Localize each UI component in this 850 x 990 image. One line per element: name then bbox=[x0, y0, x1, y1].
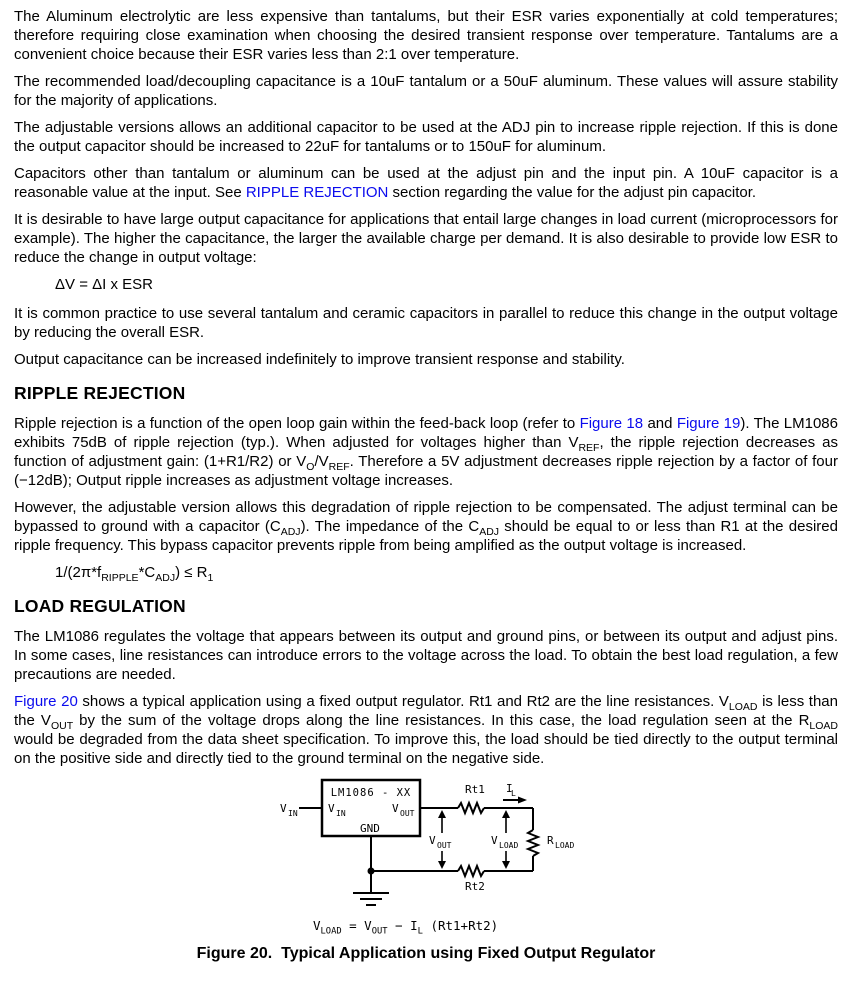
text-run: ΔV = ΔI x ESR bbox=[55, 276, 153, 293]
cross-reference-link[interactable]: Figure 20 bbox=[14, 693, 78, 710]
circuit-diagram bbox=[270, 776, 590, 910]
text-run: , the ripple rejection decreases as function of adjustment gain: (1+R1/R2) or V bbox=[14, 434, 838, 470]
vload-meas-label: V bbox=[491, 834, 498, 847]
vout-meas-arrow-down bbox=[438, 861, 446, 869]
cross-reference-link[interactable]: Figure 19 bbox=[676, 415, 741, 432]
paragraph-load-regulation-intro bbox=[14, 627, 838, 684]
subscript: RIPPLE bbox=[101, 572, 139, 584]
paragraph-ripple-intro bbox=[14, 414, 838, 490]
text-run: The LM1086 regulates the voltage that appears between its output and ground pins, or between its output and adjust pins. In some cases, line resistances can introduce errors to the voltage across the load. To obtain the best load regulation, a few precautions are needed. bbox=[14, 628, 838, 683]
paragraph-capacitor-types bbox=[14, 7, 838, 64]
text-run: would be degraded from the data sheet specification. To improve this, the load should be tied directly to the output terminal on the positive side and directly tied to the ground terminal on the negative side. bbox=[14, 731, 838, 767]
subscript: ADJ bbox=[479, 526, 500, 538]
subscript: REF bbox=[578, 442, 600, 454]
figure-formula bbox=[313, 916, 838, 935]
heading-load-regulation: LOAD REGULATION bbox=[14, 596, 186, 616]
text-run: is less than the V bbox=[14, 693, 838, 729]
text-run: 1/(2π*f bbox=[55, 564, 102, 581]
paragraph-parallel-capacitors bbox=[14, 304, 838, 342]
formula-delta-v bbox=[55, 275, 838, 294]
text-run: section regarding the value for the adjust pin capacitor. bbox=[388, 184, 757, 201]
text-run: ) ≤ R bbox=[175, 564, 208, 581]
pin-vout-sub: OUT bbox=[400, 809, 415, 818]
vload-meas-arrow-down bbox=[502, 861, 510, 869]
text-run: The Aluminum electrolytic are less expensive than tantalums, but their ESR varies exponentially at cold temperatures; therefore requiring close examination when choosing the desired transient response over temperature. Tantalums are a convenient choice because their ESR varies less than 2:1 over temperature. bbox=[14, 8, 838, 63]
il-label: I bbox=[506, 782, 513, 795]
text-run: (Rt1+Rt2) bbox=[422, 918, 499, 933]
pin-vin-label: V bbox=[328, 802, 335, 815]
text-run: by the sum of the voltage drops along the line resistances. In this case, the load regulation seen at the R bbox=[73, 712, 810, 729]
ext-vin-sub: IN bbox=[288, 809, 298, 818]
vout-meas-sub: OUT bbox=[437, 841, 452, 850]
text-run: shows a typical application using a fixed output regulator. Rt1 and Rt2 are the line resistances. V bbox=[77, 693, 729, 710]
text-run: − I bbox=[387, 918, 418, 933]
text-run: However, the adjustable version allows this degradation of ripple rejection to be compensated. The adjust terminal can be bypassed to ground with a capacitor (C bbox=[14, 499, 838, 535]
pin-gnd-label: GND bbox=[360, 822, 380, 835]
subscript: REF bbox=[328, 461, 350, 473]
text-run: It is common practice to use several tantalum and ceramic capacitors in parallel to reduce this change in the output voltage by reducing the overall ESR. bbox=[14, 305, 838, 341]
subscript: ADJ bbox=[280, 526, 301, 538]
text-run: The adjustable versions allows an additional capacitor to be used at the ADJ pin to increase ripple rejection. If this is done the output capacitor should be increased to 22uF for tantalums or to 150uF for aluminum. bbox=[14, 119, 838, 155]
text-run: ). The impedance of the C bbox=[300, 518, 480, 535]
ext-vin-label: V bbox=[280, 802, 287, 815]
vout-meas-label: V bbox=[429, 834, 436, 847]
rload-label: R bbox=[547, 834, 554, 847]
text-run: and bbox=[643, 415, 677, 432]
text-run: V bbox=[313, 918, 321, 933]
subscript: L bbox=[417, 926, 423, 937]
paragraph-output-capacitance-increase bbox=[14, 350, 838, 369]
subscript: ADJ bbox=[155, 572, 176, 584]
figure-caption: Figure 20. Typical Application using Fixed Output Regulator bbox=[196, 945, 656, 962]
rt2-label: Rt2 bbox=[465, 880, 485, 893]
text-run: = V bbox=[341, 918, 372, 933]
paragraph-large-output-capacitance bbox=[14, 210, 838, 267]
il-arrowhead bbox=[518, 797, 527, 804]
text-run: /V bbox=[314, 453, 329, 470]
formula-ripple-impedance bbox=[55, 563, 838, 582]
text-run: The recommended load/decoupling capacitance is a 10uF tantalum or a 50uF aluminum. These values will assure stability for the majority of applications. bbox=[14, 73, 838, 109]
text-run: . Therefore a 5V adjustment decreases ripple rejection by a factor of four (−12dB); Output ripple increases as adjustment voltage increases. bbox=[14, 453, 838, 489]
text-run: Ripple rejection is a function of the open loop gain within the feed-back loop (refer to bbox=[14, 415, 580, 432]
subscript: O bbox=[306, 461, 315, 473]
subscript: 1 bbox=[207, 572, 214, 584]
subscript: LOAD bbox=[728, 701, 758, 713]
paragraph-figure20-description bbox=[14, 692, 838, 768]
cross-reference-link[interactable]: RIPPLE REJECTION bbox=[245, 184, 389, 201]
junction-dot bbox=[368, 868, 375, 875]
subscript: LOAD bbox=[320, 926, 342, 937]
figure-20 bbox=[14, 776, 838, 963]
resistor-rt1 bbox=[458, 803, 484, 813]
pin-vin-sub: IN bbox=[336, 809, 346, 818]
paragraph-other-capacitors bbox=[14, 164, 838, 202]
text-run: ). The LM1086 exhibits 75dB of ripple rejection (typ.). When adjusted for voltages higher than V bbox=[14, 415, 838, 451]
heading-ripple-rejection: RIPPLE REJECTION bbox=[14, 383, 186, 403]
rt1-label: Rt1 bbox=[465, 783, 485, 796]
subscript: OUT bbox=[50, 720, 74, 732]
rload-sub: LOAD bbox=[555, 841, 575, 850]
subscript: OUT bbox=[371, 926, 388, 937]
chip-title-label: LM1086 - XX bbox=[330, 787, 412, 799]
cross-reference-link[interactable]: Figure 18 bbox=[579, 415, 644, 432]
paragraph-adjustable-versions bbox=[14, 118, 838, 156]
text-run: Output capacitance can be increased indefinitely to improve transient response and stability. bbox=[14, 351, 625, 368]
text-run: should be equal to or less than R1 at the desired ripple frequency. This bypass capacitor prevents ripple from being amplified as the output voltage is increased. bbox=[14, 518, 838, 554]
resistor-rt2 bbox=[458, 866, 484, 876]
text-run: *C bbox=[138, 564, 156, 581]
text-run: It is desirable to have large output capacitance for applications that entail large changes in load current (microprocessors for example). The higher the capacitance, the larger the available charge per demand. It is also desirable to provide low ESR to reduce the change in output voltage: bbox=[14, 211, 838, 266]
paragraph-adjust-bypass bbox=[14, 498, 838, 555]
subscript: LOAD bbox=[809, 720, 838, 732]
il-sub: L bbox=[511, 789, 516, 798]
paragraph-recommended-capacitance bbox=[14, 72, 838, 110]
pin-vout-label: V bbox=[392, 802, 399, 815]
text-run: Capacitors other than tantalum or aluminum can be used at the adjust pin and the input pin. A 10uF capacitor is a reasonable value at the input. See bbox=[14, 165, 838, 201]
resistor-rload bbox=[528, 830, 538, 856]
vload-meas-sub: LOAD bbox=[499, 841, 519, 850]
